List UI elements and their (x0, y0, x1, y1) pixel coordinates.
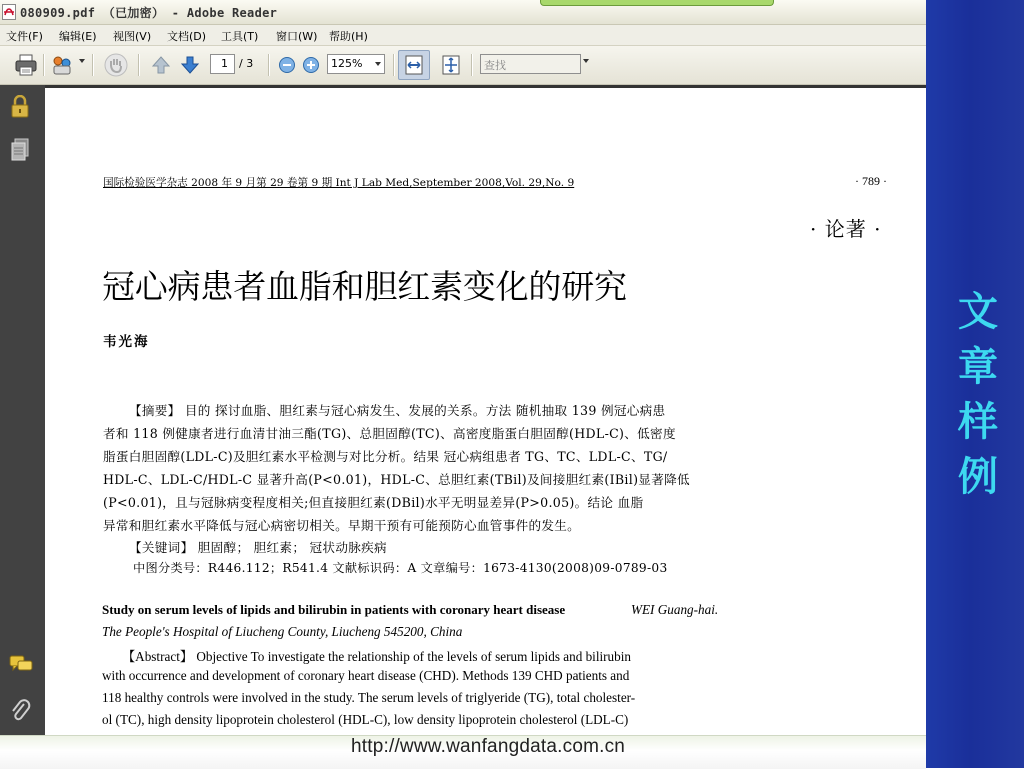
classification-line: 中图分类号：R446.112；R541.4 文献标识码：A 文章编号：1673-4130(2008)09-0789-03 (133, 561, 668, 575)
window-title: 080909.pdf （已加密） - Adobe Reader (20, 6, 278, 20)
abstract-cn-line: HDL-C、LDL-C/HDL-C 显著升高(P<0.01)，HDL-C、总胆红素(TBil)及间接胆红素(IBil)显著降低 (103, 472, 690, 487)
menu-edit[interactable]: 编辑(E) (59, 30, 97, 43)
page-top-border (45, 85, 926, 88)
chevron-down-icon (375, 62, 381, 66)
previous-page-icon[interactable] (150, 54, 172, 76)
menu-file[interactable]: 文件(F) (6, 30, 43, 43)
journal-header: 国际检验医学杂志 2008 年 9 月第 29 卷第 9 期 Int J Lab Med,September 2008,Vol. 29,No. 9 (103, 177, 575, 189)
lock-icon[interactable] (9, 95, 31, 119)
abstract-cn-line: 异常和胆红素水平降低与冠心病密切相关。早期干预有可能预防心血管事件的发生。 (103, 518, 581, 533)
navigation-pane (0, 85, 45, 735)
title-bar (0, 0, 926, 25)
hand-tool-icon[interactable] (103, 52, 129, 78)
abstract-cn-line: 脂蛋白胆固醇(LDL-C)及胆红素水平检测与对比分析。结果 冠心病组患者 TG、TC、LDL-C、TG/ (103, 449, 668, 464)
fit-width-icon (405, 55, 423, 75)
menu-view[interactable]: 视图(V) (113, 30, 152, 43)
chevron-down-icon[interactable] (79, 59, 85, 63)
chevron-down-icon[interactable] (583, 59, 589, 63)
side-label-char: 章 (958, 343, 998, 390)
english-affiliation: The People's Hospital of Liucheng County, Liucheng 545200, China (102, 624, 463, 639)
zoom-out-icon[interactable] (278, 56, 296, 74)
next-page-icon[interactable] (179, 54, 201, 76)
menu-bar (0, 25, 926, 46)
menu-window[interactable]: 窗口(W) (276, 30, 318, 43)
collaborate-icon[interactable] (50, 53, 74, 77)
abstract-cn-line: (P<0.01)，且与冠脉病变程度相关;但直接胆红素(DBil)水平无明显差异(P>0.05)。结论 血脂 (103, 495, 644, 510)
fit-page-icon[interactable] (440, 54, 462, 76)
abstract-cn-line: 者和 118 例健康者进行血清甘油三酯(TG)、总胆固醇(TC)、高密度脂蛋白胆固醇(HDL-C)、低密度 (103, 426, 676, 441)
pages-icon[interactable] (9, 137, 31, 163)
abstract-en-line: 【Abstract】 Objective To investigate the relationship of the levels of serum lipids and bilirubin (122, 649, 632, 664)
english-author: WEI Guang-hai. (631, 602, 719, 617)
abstract-en-line: 118 healthy controls were involved in the study. The serum levels of triglyeride (TG), total cholester- (102, 690, 636, 705)
menu-tools[interactable]: 工具(T) (221, 30, 259, 43)
document-view[interactable] (45, 85, 926, 735)
window-tab-indicator (540, 0, 774, 6)
abstract-cn-line: 【摘要】 目的 探讨血脂、胆红素与冠心病发生、发展的关系。方法 随机抽取 139 例冠心病患 (129, 403, 666, 418)
article-title: 冠心病患者血脂和胆红素变化的研究 (102, 267, 627, 306)
abstract-en-line: ol (TC), high density lipoprotein cholesterol (HDL-C), low density lipoprotein cholesterol (LDL-C) (102, 712, 629, 727)
page-number-input[interactable]: 1 (210, 54, 235, 74)
source-watermark-band (0, 735, 926, 769)
english-title: Study on serum levels of lipids and bilirubin in patients with coronary heart disease (102, 602, 566, 617)
slide-side-panel (926, 0, 1024, 768)
side-label-char: 样 (958, 398, 998, 445)
menu-document[interactable]: 文档(D) (167, 30, 207, 43)
page-total-label: / 3 (239, 57, 254, 70)
comments-icon[interactable] (9, 653, 33, 675)
side-label-char: 例 (958, 453, 998, 500)
fit-width-button[interactable] (398, 50, 430, 80)
zoom-select[interactable]: 125% (327, 54, 385, 74)
author-name: 韦光海 (103, 334, 150, 350)
toolbar (0, 46, 926, 85)
section-label: · 论著 · (810, 217, 882, 241)
zoom-in-icon[interactable] (302, 56, 320, 74)
print-icon[interactable] (14, 53, 38, 77)
abstract-en-line: with occurrence and development of coronary heart disease (CHD). Methods 139 CHD patients and (102, 668, 630, 683)
pdf-file-icon (2, 4, 16, 20)
source-url: http://www.wanfangdata.com.cn (351, 736, 626, 757)
search-input[interactable]: 查找 (480, 54, 581, 74)
side-label-char: 文 (958, 288, 998, 335)
attachments-icon[interactable] (9, 697, 31, 723)
menu-help[interactable]: 帮助(H) (329, 30, 368, 43)
keywords-line: 【关键词】 胆固醇； 胆红素； 冠状动脉疾病 (129, 540, 387, 555)
page-number: · 789 · (855, 174, 887, 188)
